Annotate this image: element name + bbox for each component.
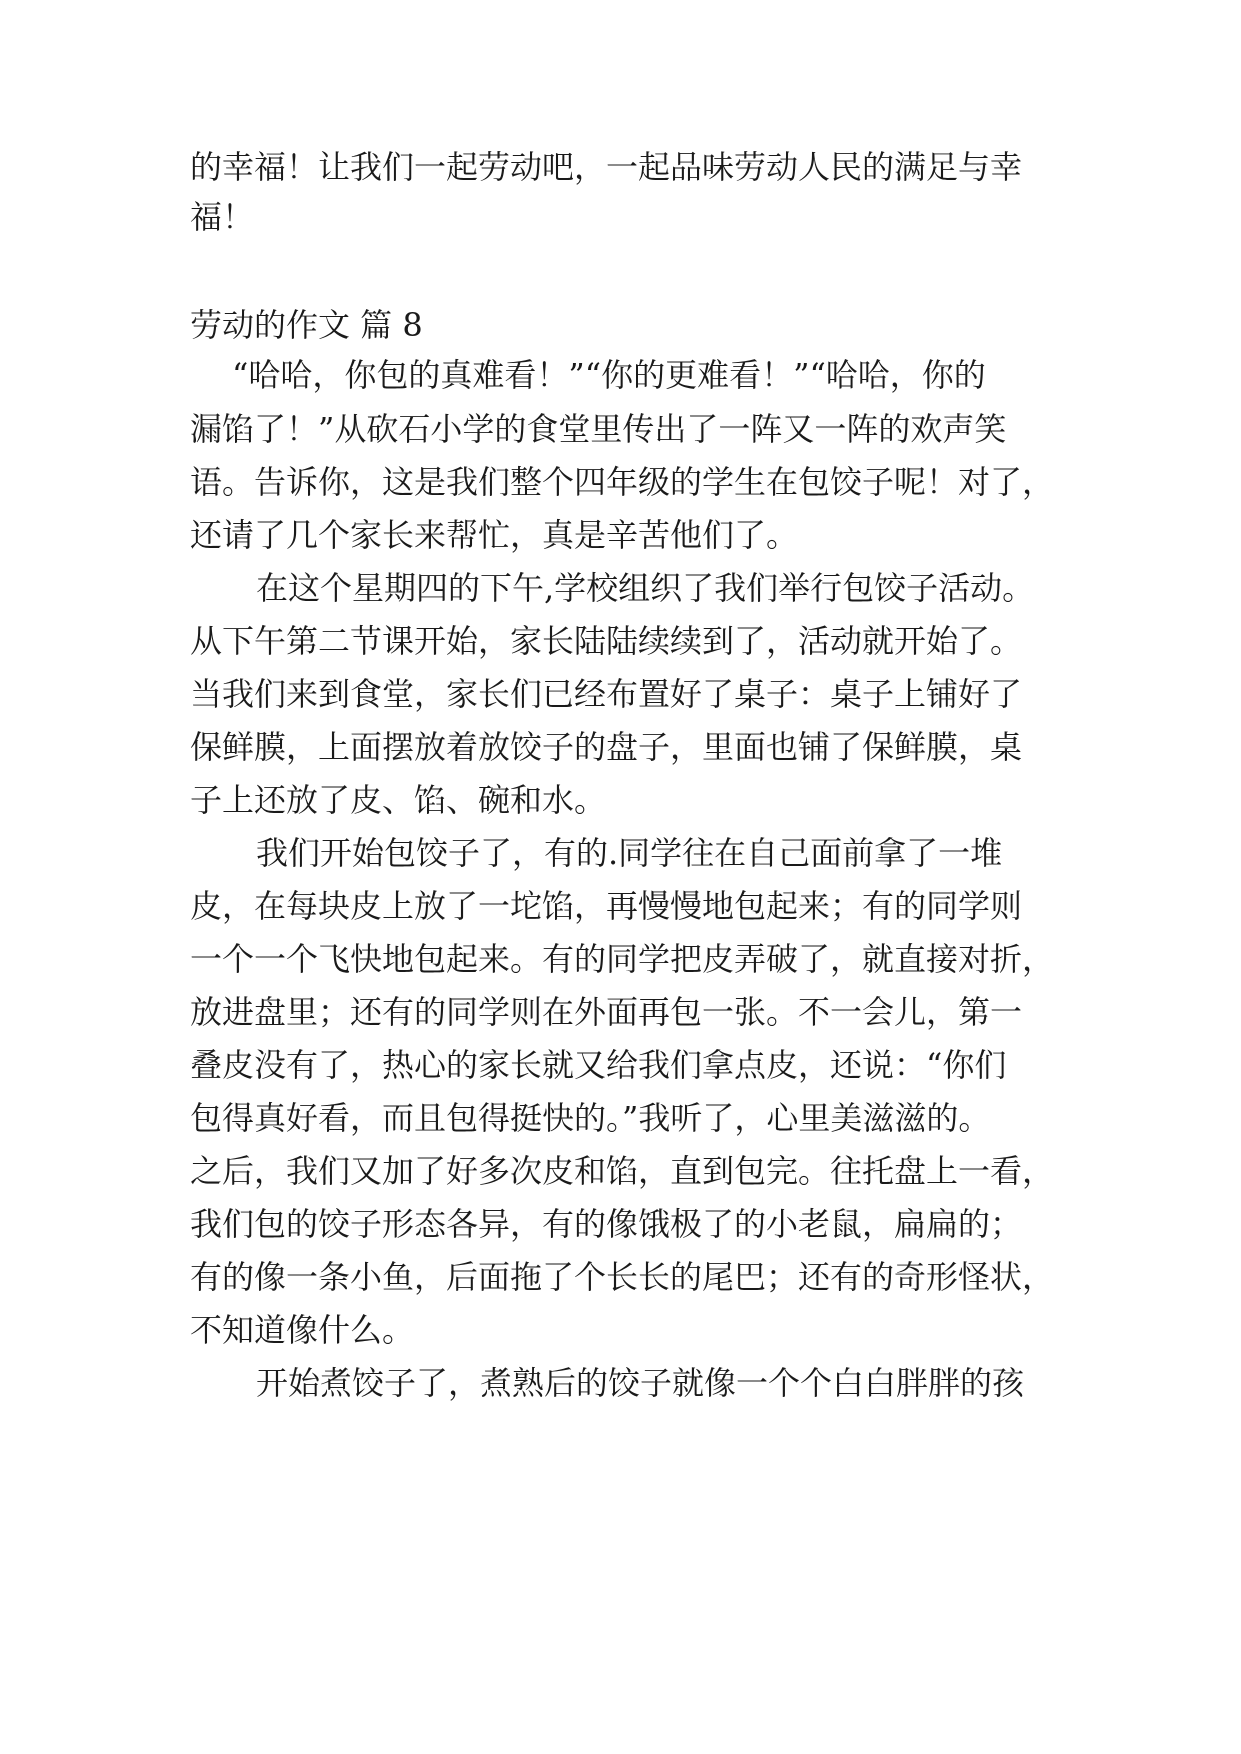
paragraph2-line-3: 当我们来到食堂，家长们已经布置好了桌子：桌子上铺好了 <box>190 675 1023 713</box>
paragraph3-line-6: 包得真好看，而且包得挺快的。”我听了，心里美滋滋的。 <box>190 1099 991 1137</box>
paragraph2-line-4: 保鲜膜，上面摆放着放饺子的盘子，里面也铺了保鲜膜，桌 <box>190 728 1023 766</box>
paragraph1-line-2: 漏馅了！”从砍石小学的食堂里传出了一阵又一阵的欢声笑 <box>190 410 1007 448</box>
intro-line-1: 的幸福！让我们一起劳动吧，一起品味劳动人民的满足与幸 <box>190 148 1023 186</box>
paragraph1-line-4: 还请了几个家长来帮忙，真是辛苦他们了。 <box>190 516 799 554</box>
paragraph2-line-5: 子上还放了皮、馅、碗和水。 <box>190 781 607 819</box>
paragraph3-line-10: 不知道像什么。 <box>190 1311 415 1349</box>
paragraph4-line-1: 开始煮饺子了，煮熟后的饺子就像一个个白白胖胖的孩 <box>256 1364 1025 1402</box>
paragraph1-line-3: 语。告诉你，这是我们整个四年级的学生在包饺子呢！对了， <box>190 463 1055 501</box>
paragraph3-line-4: 放进盘里；还有的同学则在外面再包一张。不一会儿，第一 <box>190 993 1023 1031</box>
paragraph1-line-1: “哈哈，你包的真难看！”“你的更难看！”“哈哈，你的 <box>232 356 986 394</box>
paragraph3-line-9: 有的像一条小鱼，后面拖了个长长的尾巴；还有的奇形怪状， <box>190 1258 1055 1296</box>
section-heading: 劳动的作文 篇 8 <box>190 306 423 344</box>
paragraph2-line-2: 从下午第二节课开始，家长陆陆续续到了，活动就开始了。 <box>190 622 1023 660</box>
intro-line-2: 福！ <box>190 198 255 236</box>
paragraph3-line-7: 之后，我们又加了好多次皮和馅，直到包完。往托盘上一看， <box>190 1152 1055 1190</box>
paragraph3-line-2: 皮，在每块皮上放了一坨馅，再慢慢地包起来；有的同学则 <box>190 887 1023 925</box>
paragraph3-line-3: 一个一个飞快地包起来。有的同学把皮弄破了，就直接对折， <box>190 940 1055 978</box>
paragraph3-line-8: 我们包的饺子形态各异，有的像饿极了的小老鼠，扁扁的； <box>190 1205 1023 1243</box>
paragraph3-line-5: 叠皮没有了，热心的家长就又给我们拿点皮，还说：“你们 <box>190 1046 1007 1084</box>
paragraph2-line-1: 在这个星期四的下午,学校组织了我们举行包饺子活动。 <box>256 569 1035 607</box>
paragraph3-line-1: 我们开始包饺子了，有的.同学往在自己面前拿了一堆 <box>256 834 1003 872</box>
